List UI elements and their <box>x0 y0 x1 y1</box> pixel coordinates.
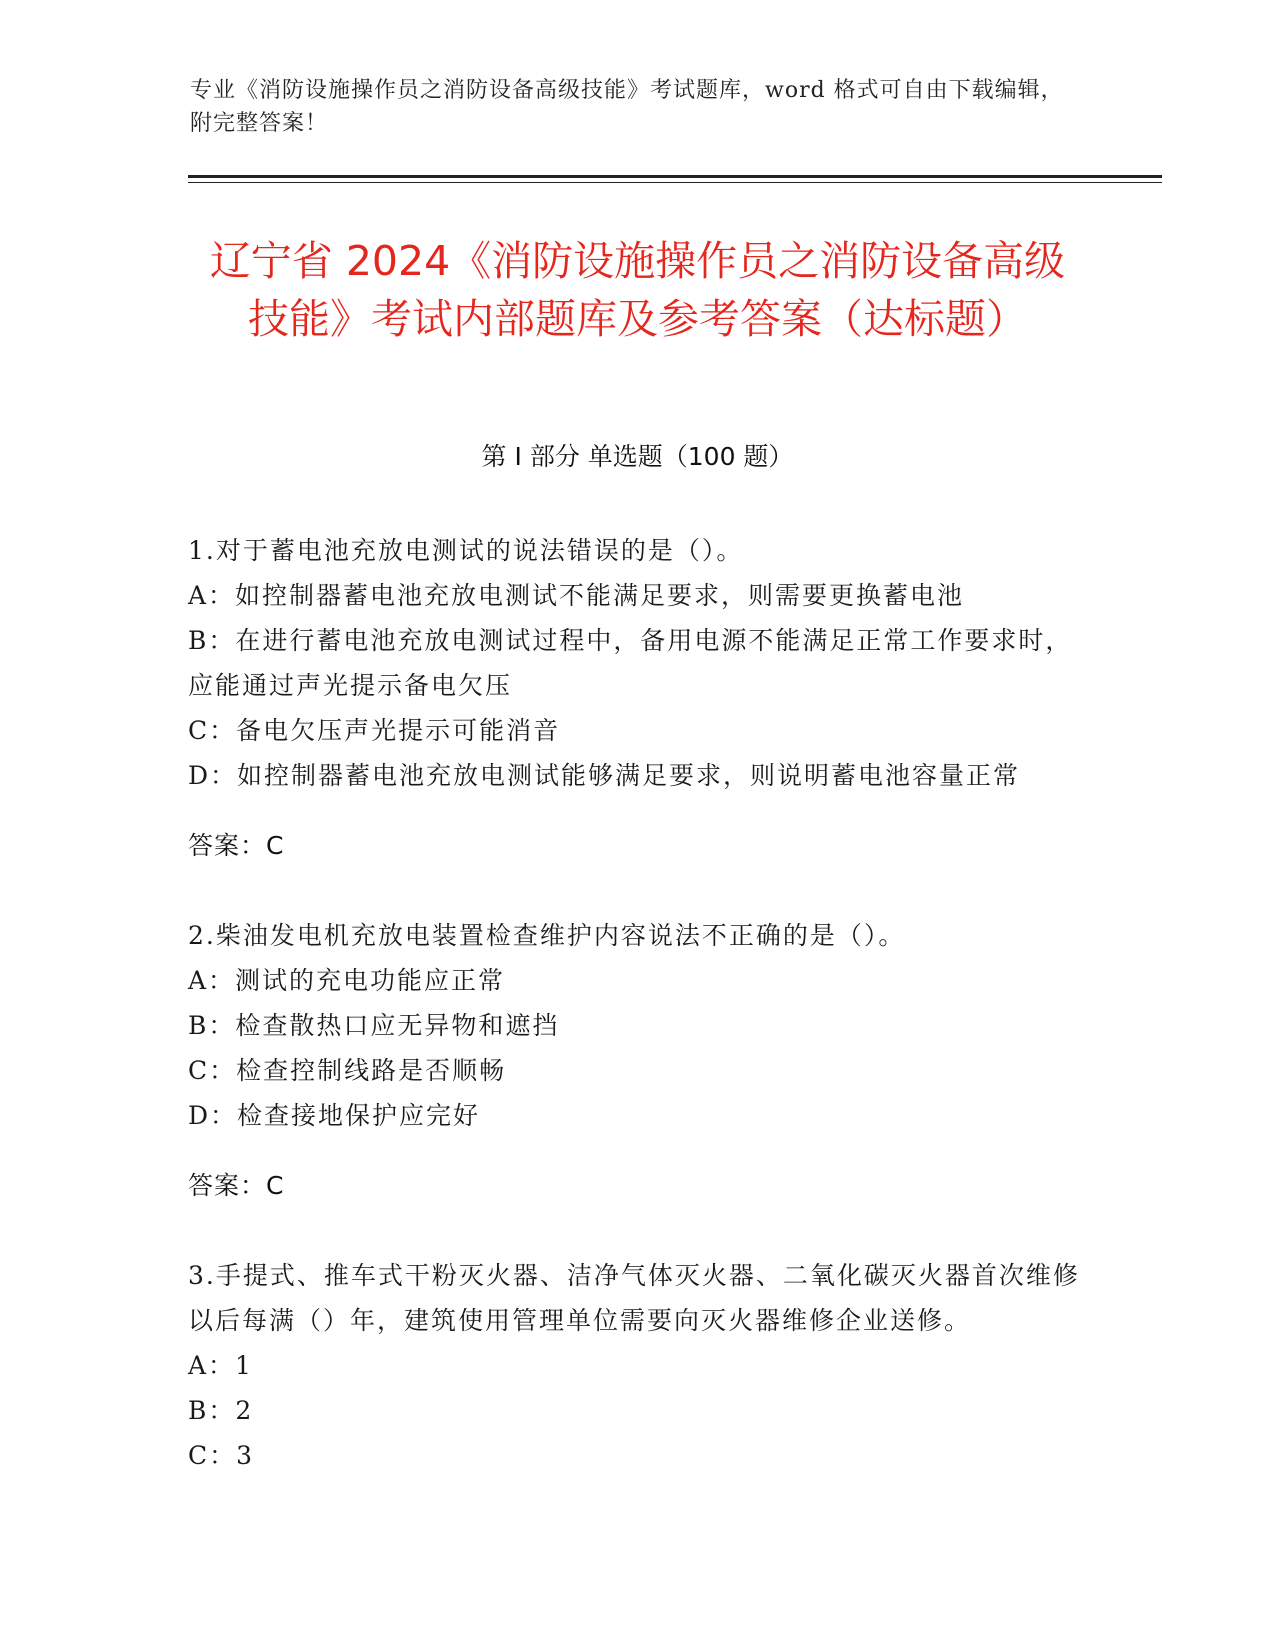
option-c: C：3 <box>188 1441 255 1470</box>
header-rule-thin <box>188 182 1162 183</box>
question-stem: 3.手提式、推车式干粉灭火器、洁净气体灭火器、二氧化碳灭火器首次维修以后每满（）年，建筑使用管理单位需要向灭火器维修企业送修。 <box>188 1261 1080 1335</box>
answer-line: 答案：C <box>188 831 285 860</box>
header-note: 专业《消防设施操作员之消防设备高级技能》考试题库，word 格式可自由下载编辑，附完整答案！ <box>190 78 1064 136</box>
question-2 <box>188 913 1088 1208</box>
document-title: 辽宁省 2024《消防设施操作员之消防设备高级技能》考试内部题库及参考答案（达标题） <box>209 237 1066 343</box>
option-a: A：1 <box>188 1351 253 1380</box>
section-title: 第 I 部分 单选题（100 题） <box>481 442 794 471</box>
option-b: B：在进行蓄电池充放电测试过程中，备用电源不能满足正常工作要求时，应能通过声光提示备电欠压 <box>188 626 1073 700</box>
question-stem: 1.对于蓄电池充放电测试的说法错误的是（）。 <box>188 536 744 565</box>
question-list <box>188 528 1088 1523</box>
question-1 <box>188 528 1088 868</box>
option-c: C：检查控制线路是否顺畅 <box>188 1056 507 1085</box>
option-a: A：如控制器蓄电池充放电测试不能满足要求，则需要更换蓄电池 <box>188 581 965 610</box>
option-b: B：检查散热口应无异物和遮挡 <box>188 1011 560 1040</box>
header-rule-thick <box>188 175 1162 178</box>
question-3 <box>188 1253 1088 1478</box>
option-a: A：测试的充电功能应正常 <box>188 966 506 995</box>
answer-line: 答案：C <box>188 1171 285 1200</box>
option-c: C：备电欠压声光提示可能消音 <box>188 716 561 745</box>
option-b: B：2 <box>188 1396 254 1425</box>
option-d: D：检查接地保护应完好 <box>188 1101 481 1130</box>
question-stem: 2.柴油发电机充放电装置检查维护内容说法不正确的是（）。 <box>188 921 906 950</box>
option-d: D：如控制器蓄电池充放电测试能够满足要求，则说明蓄电池容量正常 <box>188 761 1021 790</box>
